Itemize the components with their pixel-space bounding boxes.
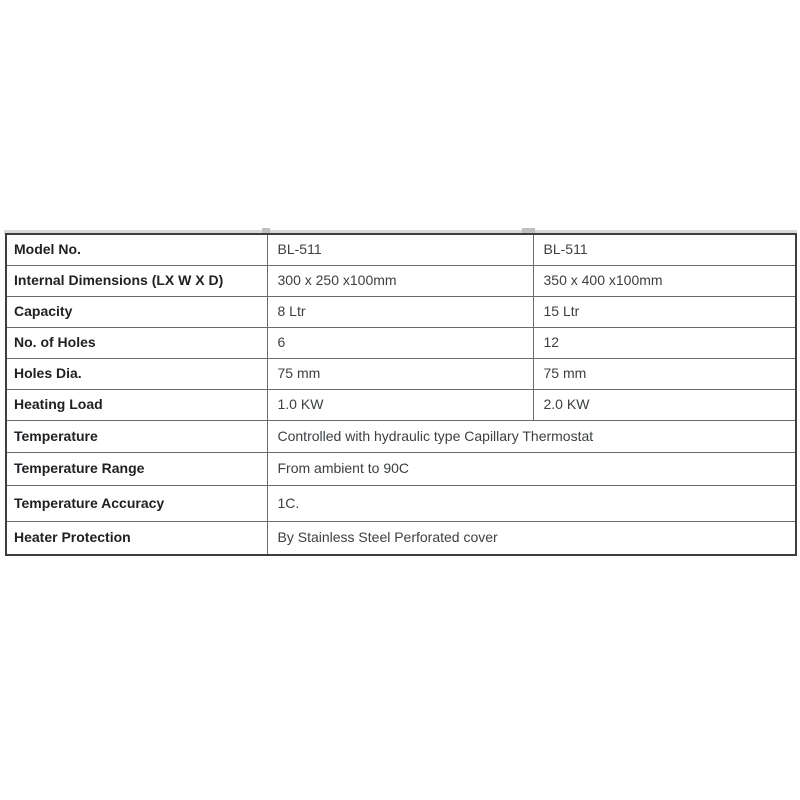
spec-value-cell: 75 mm bbox=[267, 358, 533, 389]
spec-label-cell: Temperature bbox=[6, 420, 267, 452]
spec-value-cell: 2.0 KW bbox=[533, 389, 796, 420]
spec-label-cell: Capacity bbox=[6, 296, 267, 327]
spec-label-cell: Model No. bbox=[6, 234, 267, 265]
spec-label-cell: No. of Holes bbox=[6, 327, 267, 358]
spec-value-cell: 8 Ltr bbox=[267, 296, 533, 327]
spec-value-cell: 75 mm bbox=[533, 358, 796, 389]
table-row bbox=[6, 485, 796, 521]
spec-value-cell: Controlled with hydraulic type Capillary Thermostat bbox=[267, 420, 796, 452]
spec-value-cell: By Stainless Steel Perforated cover bbox=[267, 521, 796, 555]
spec-value-cell: 12 bbox=[533, 327, 796, 358]
spec-label-cell: Temperature Accuracy bbox=[6, 485, 267, 521]
table-row bbox=[6, 234, 796, 265]
table-row bbox=[6, 358, 796, 389]
table-row bbox=[6, 389, 796, 420]
spec-table bbox=[5, 233, 797, 556]
table-row bbox=[6, 265, 796, 296]
spec-value-cell: BL-511 bbox=[267, 234, 533, 265]
spec-value-cell: 300 x 250 x100mm bbox=[267, 265, 533, 296]
spec-value-cell: 1.0 KW bbox=[267, 389, 533, 420]
spec-label-cell: Temperature Range bbox=[6, 452, 267, 485]
table-row bbox=[6, 327, 796, 358]
spec-value-cell: BL-511 bbox=[533, 234, 796, 265]
spec-label-cell: Internal Dimensions (LX W X D) bbox=[6, 265, 267, 296]
table-row bbox=[6, 452, 796, 485]
table-row bbox=[6, 420, 796, 452]
spec-label-cell: Heater Protection bbox=[6, 521, 267, 555]
spec-value-cell: From ambient to 90C bbox=[267, 452, 796, 485]
spec-label-cell: Heating Load bbox=[6, 389, 267, 420]
spec-table-body bbox=[6, 234, 796, 555]
spec-value-cell: 6 bbox=[267, 327, 533, 358]
spec-label-cell: Holes Dia. bbox=[6, 358, 267, 389]
spec-value-cell: 1C. bbox=[267, 485, 796, 521]
table-row bbox=[6, 296, 796, 327]
spec-value-cell: 350 x 400 x100mm bbox=[533, 265, 796, 296]
spec-value-cell: 15 Ltr bbox=[533, 296, 796, 327]
table-row bbox=[6, 521, 796, 555]
